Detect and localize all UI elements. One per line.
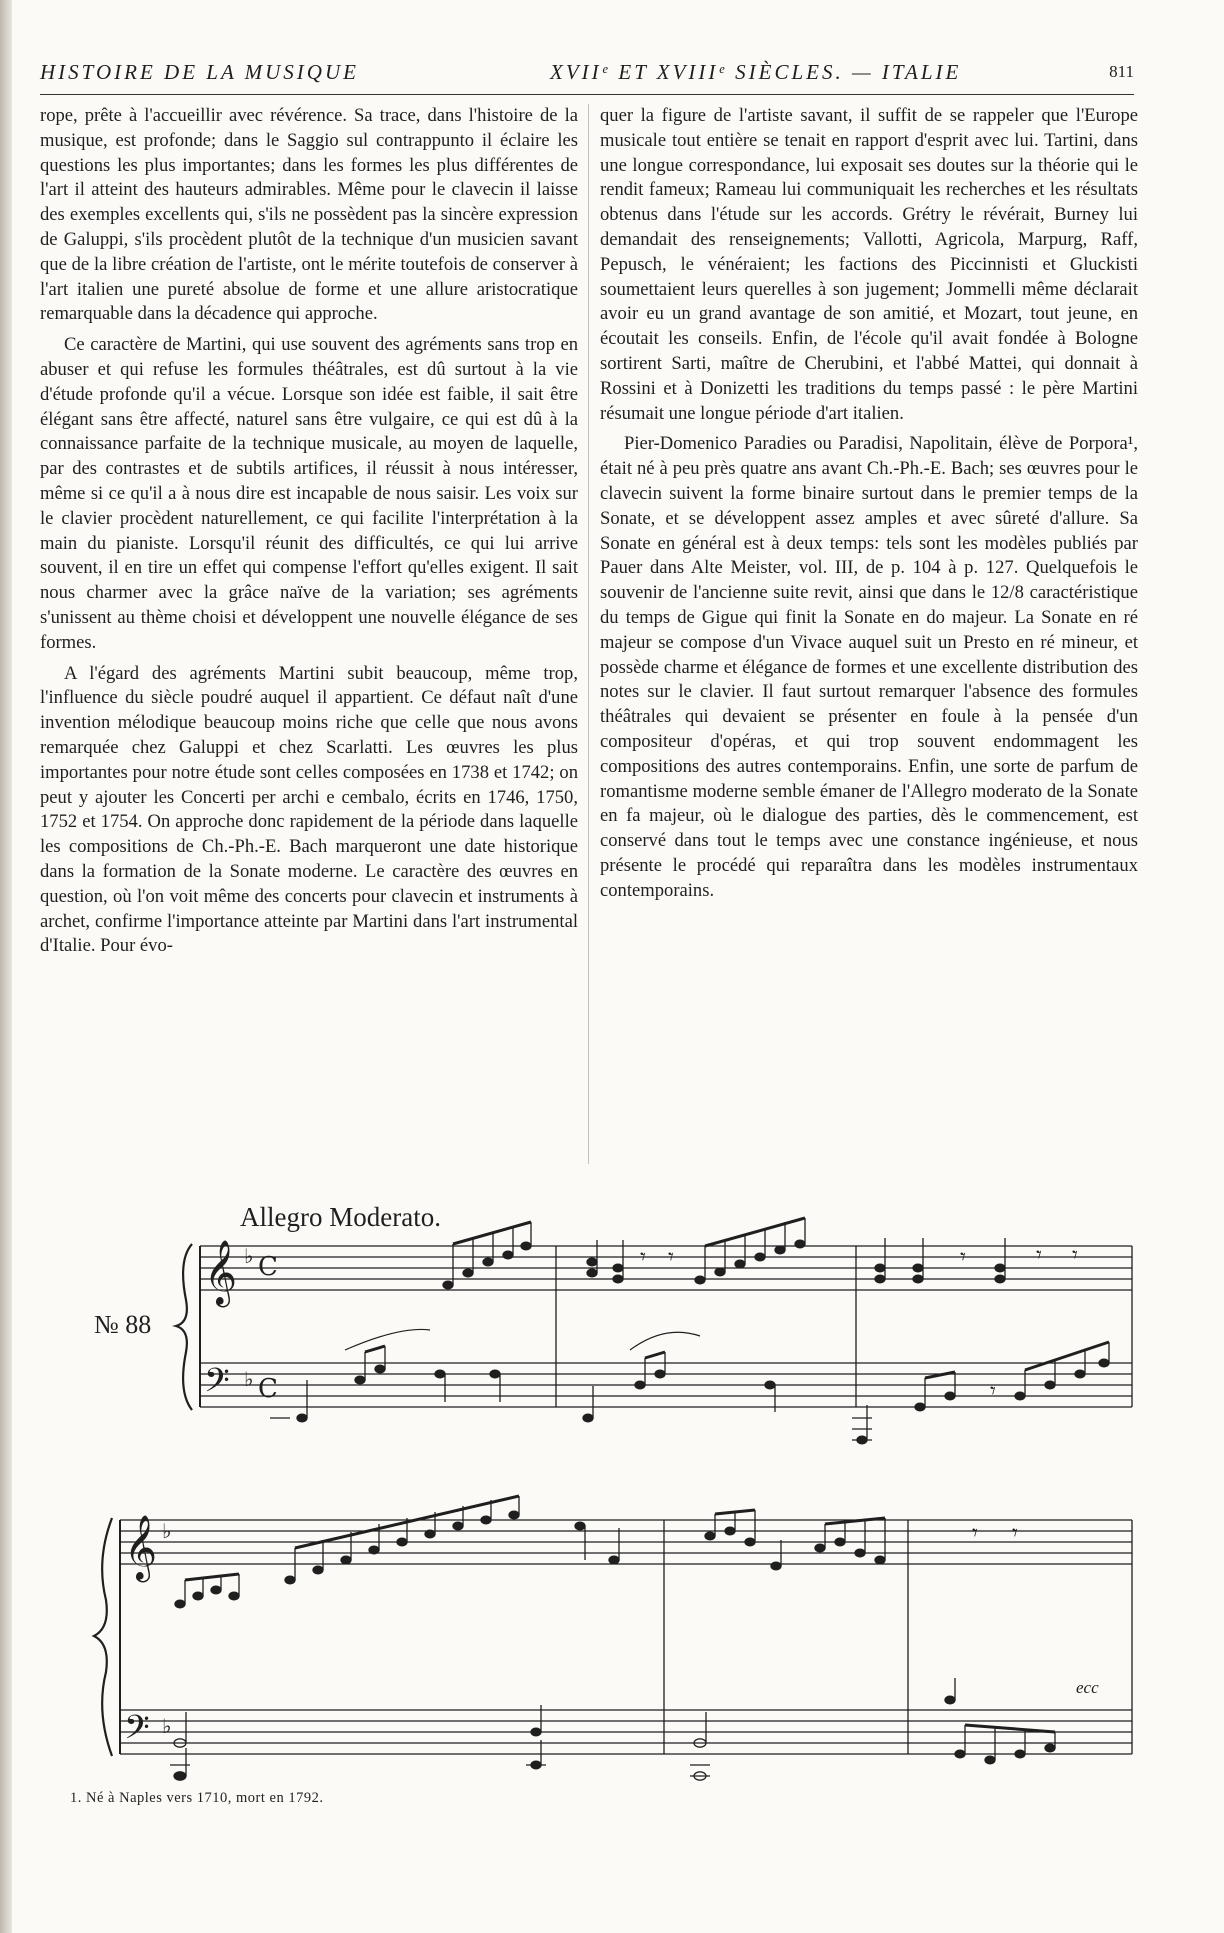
etc-mark: ecc bbox=[1076, 1678, 1099, 1697]
bass-clef-icon: 𝄢 bbox=[124, 1709, 150, 1755]
notes-system-1-bass bbox=[297, 1342, 1109, 1444]
flat-icon: ♭ bbox=[162, 1519, 172, 1543]
notes-system-2-bass bbox=[174, 1678, 1055, 1780]
rest-icon: 𝄾 bbox=[960, 1245, 966, 1270]
flat-icon: ♭ bbox=[244, 1244, 254, 1268]
rest-icon: 𝄾 bbox=[668, 1245, 674, 1270]
rest-icon: 𝄾 bbox=[640, 1245, 646, 1270]
tempo-marking: Allegro Moderato. bbox=[240, 1202, 441, 1232]
running-head-center: XVIIᵉ ET XVIIIᵉ SIÈCLES. — ITALIE bbox=[550, 60, 962, 84]
treble-clef-icon: 𝄞 bbox=[124, 1515, 158, 1580]
example-number: № 88 bbox=[94, 1310, 152, 1339]
notes-system-2-treble bbox=[175, 1496, 885, 1608]
flat-icon: ♭ bbox=[244, 1367, 254, 1391]
treble-clef-icon: 𝄞 bbox=[204, 1240, 238, 1305]
paragraph: rope, prête à l'accueillir avec révérence. Sa trace, dans l'histoire de la musique, est profonde; dans le Saggio sul contrappunto il éclaire les questions les plus importantes; dans les formes les plus différentes de l'art il atteint des hauteurs admirables. Même pour le clavecin il laisse des exemples excellents qui, s'ils ne possèdent pas la sincère expression de Galuppi, s'ils procèdent plutôt de la technique d'un musicien savant que de la libre création de l'artiste, ont le mérite toutefois de conserver à l'art italien une pureté absolue de forme et une allure aristocratique remarquable dans la décadence qui approche. bbox=[40, 105, 578, 325]
paragraph: Ce caractère de Martini, qui use souvent des agréments sans trop en abuser et qui refuse les formules théâtrales, est dû surtout à la vie d'étude profonde qu'il a vécue. Lorsque son idée est faible, il sait être élégant sans être affecté, naturel sans être vulgaire, ce qui est dû à la connaissance parfaite de la technique musicale, au moyen de laquelle, par des contrastes et de subtils artifices, il réussit à nous intéresser, même si ce qu'il a à nous dire est incapable de nous saisir. Les voix sur le clavier procèdent naturellement, ce qui facilite l'interprétation à la main du pianiste. Lorsqu'il réunit des difficultés, ce qui lui arrive souvent, il en tire un effet qui compense l'effort qu'elles exigent. Il sait nous charmer avec la grâce naïve de la variation; ses agréments s'unissent au thème choisi et développent une nouvelle élégance de ses formes. bbox=[40, 334, 578, 653]
treble-staff-2 bbox=[120, 1520, 1132, 1564]
common-time-icon: C bbox=[258, 1252, 278, 1282]
flat-icon: ♭ bbox=[162, 1714, 172, 1738]
bass-staff-2 bbox=[120, 1710, 1132, 1754]
rest-icon: 𝄾 bbox=[990, 1379, 996, 1404]
rest-icon: 𝄾 bbox=[1072, 1243, 1078, 1268]
paragraph: Pier-Domenico Paradies ou Paradisi, Napolitain, élève de Porpora¹, était né à peu près quatre ans avant Ch.-Ph.-E. Bach; ses œuvres pour le clavecin suivent la forme binaire surtout dans le premier temps de la Sonate, et se développent assez amples et avec sûreté d'allure. Sa Sonate en général est à deux temps: tels sont les modèles publiés par Pauer dans Alte Meister, vol. III, de p. 104 à p. 127. Quelquefois le souvenir de l'ancienne suite revit, ainsi que dans le 12/8 caractéristique du temps de Gigue qui finit la Sonate en do majeur. La Sonate en ré majeur se compose d'un Vivace auquel suit un Presto en ré mineur, et possède charme et élégance de formes et une excellente distribution des notes sur le clavier. Il faut surtout remarquer l'absence des formules théâtrales qui devaient se présenter en foule à la pensée d'un compositeur d'opéras, et qui trop souvent endommagent les compositions des autres contemporains. Enfin, une sorte de parfum de romantisme moderne semble émaner de l'Allegro moderato de la Sonate en fa majeur, où le dialogue des parties, dès le commencement, est conservé dans tout le temps avec une constance ingénieuse, et nous présente le procédé qui reparaîtra dans les modèles instrumentaux contemporains. bbox=[600, 433, 1138, 901]
rest-icon: 𝄾 bbox=[972, 1521, 978, 1546]
paragraph: A l'égard des agréments Martini subit beaucoup, même trop, l'influence du siècle poudré auquel il appartient. Ce défaut naît d'une invention mélodique beaucoup moins riche que celle que nous avons remarquée chez Galuppi et chez Scarlatti. Les œuvres les plus importantes pour notre étude sont celles composées en 1738 et 1742; on peut y ajouter les Concerti per archi e cembalo, écrits en 1746, 1750, 1752 et 1754. On approche donc rapidement de la période dans laquelle les compositions de Ch.-Ph.-E. Bach marqueront une date historique dans la formation de la Sonate moderne. Le caractère des œuvres en question, où l'on voit même des concerts pour clavecin et instruments à archet, confirme l'importance atteinte par Martini dans l'art instrumental d'Italie. Pour évo- bbox=[40, 662, 578, 957]
notes-system-1-treble bbox=[443, 1218, 1005, 1289]
common-time-icon: C bbox=[258, 1374, 278, 1404]
slurs bbox=[345, 1329, 700, 1350]
footnote: 1. Né à Naples vers 1710, mort en 1792. bbox=[70, 1790, 324, 1806]
running-head-left: HISTOIRE DE LA MUSIQUE bbox=[40, 60, 359, 84]
rest-icon: 𝄾 bbox=[1036, 1243, 1042, 1268]
paragraph: quer la figure de l'artiste savant, il suffit de se rappeler que l'Europe musicale tout entière se tenait en rapport d'esprit avec lui. Tartini, dans une longue correspondance, lui exposait ses doutes sur la théorie qui le rendit fameux; Rameau lui communiquait les recherches et les résultats obtenus dans l'étude sur les accords. Grétry le révérait, Burney lui demandait des renseignements; Vallotti, Agricola, Marpurg, Raff, Pepusch, le vénéraient; les factions des Piccinnisti et Gluckisti soumettaient leurs querelles à son jugement; Jommelli même déclarait avoir eu un grand avantage de son amitié, et Mozart, tout jeune, en écoutait les conseils. Enfin, de l'école qu'il avait fondée à Bologne sortirent Sarti, maître de Cherubini, et l'abbé Mattei, qui donnait à Rossini et à Donizetti les traditions du temps passé : le père Martini résumait une longue période d'art italien. bbox=[600, 105, 1138, 424]
bass-clef-icon: 𝄢 bbox=[204, 1362, 230, 1408]
rest-icon: 𝄾 bbox=[1012, 1521, 1018, 1546]
page-number: 811 bbox=[1109, 62, 1134, 81]
treble-staff-1 bbox=[200, 1246, 1132, 1290]
